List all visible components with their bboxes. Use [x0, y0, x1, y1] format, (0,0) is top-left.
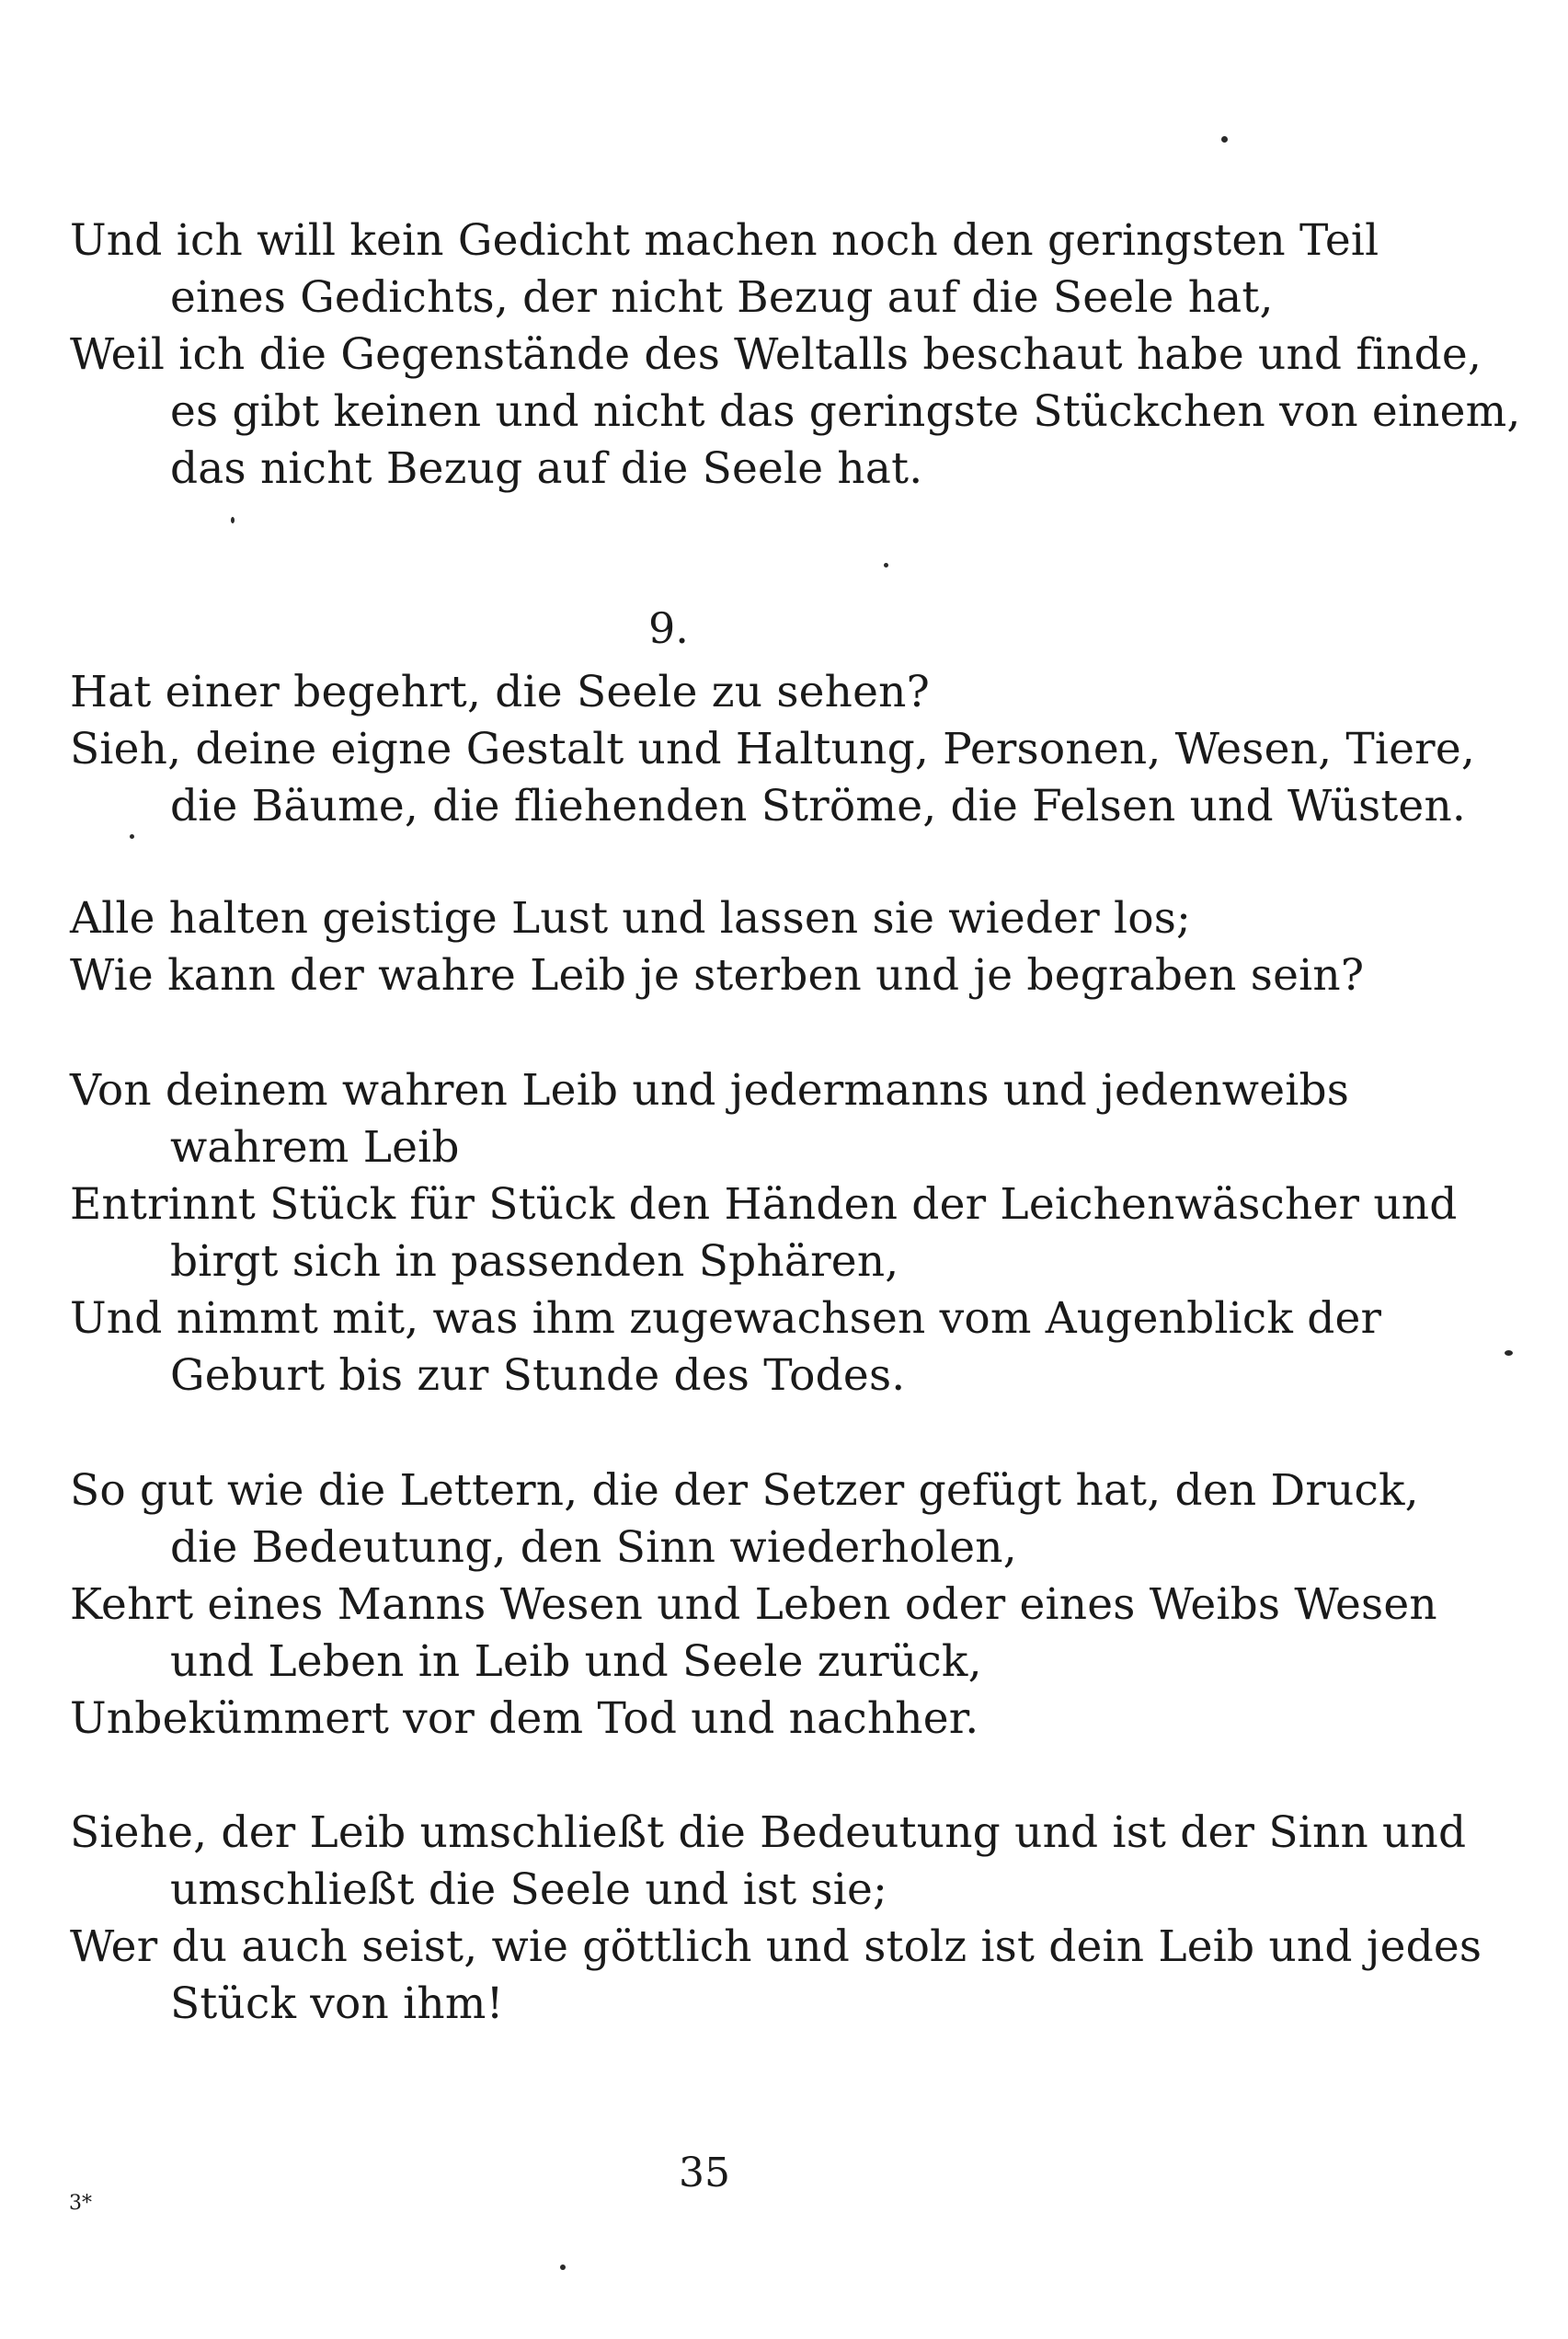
scan-speck: [130, 834, 134, 839]
poem-line: Entrinnt Stück für Stück den Händen der Leichenwäscher und: [70, 1179, 1458, 1230]
poem-line: Wer du auch seist, wie göttlich und stolz ist dein Leib und jedes: [70, 1921, 1482, 1972]
poem-line: und Leben in Leib und Seele zurück,: [170, 1636, 982, 1687]
poem-line: So gut wie die Lettern, die der Setzer gefügt hat, den Druck,: [70, 1465, 1419, 1516]
poem-line: die Bedeutung, den Sinn wiederholen,: [170, 1522, 1017, 1573]
poem-line: umschließt die Seele und ist sie;: [170, 1864, 888, 1915]
poem-line: Geburt bis zur Stunde des Todes.: [170, 1350, 906, 1401]
scan-speck: [1505, 1350, 1513, 1356]
poem-line: Alle halten geistige Lust und lassen sie wieder los;: [70, 893, 1192, 944]
scan-speck: [1221, 136, 1228, 143]
poem-line: Und ich will kein Gedicht machen noch den geringsten Teil: [70, 215, 1379, 266]
poem-line: Wie kann der wahre Leib je sterben und je begraben sein?: [70, 950, 1365, 1001]
page-number: 35: [679, 2150, 730, 2196]
poem-line: Sieh, deine eigne Gestalt und Haltung, Personen, Wesen, Tiere,: [70, 724, 1475, 774]
poem-line: wahrem Leib: [170, 1122, 460, 1173]
signature-mark: 3*: [69, 2192, 92, 2215]
poem-line: die Bäume, die fliehenden Ströme, die Felsen und Wüsten.: [170, 781, 1467, 831]
poem-line: Siehe, der Leib umschließt die Bedeutung und ist der Sinn und: [70, 1807, 1467, 1858]
poem-line: das nicht Bezug auf die Seele hat.: [170, 443, 923, 494]
poem-line: Kehrt eines Manns Wesen und Leben oder eines Weibs Wesen: [70, 1579, 1437, 1630]
poem-line: eines Gedichts, der nicht Bezug auf die Seele hat,: [170, 272, 1274, 323]
poem-line: Unbekümmert vor dem Tod und nachher.: [70, 1693, 979, 1744]
poem-line: es gibt keinen und nicht das geringste Stückchen von einem,: [170, 386, 1521, 437]
scan-speck: [231, 517, 235, 523]
scan-speck: [560, 2264, 566, 2270]
poem-line: Von deinem wahren Leib und jedermanns und jedenweibs: [70, 1065, 1350, 1116]
poem-line: Hat einer begehrt, die Seele zu sehen?: [70, 667, 931, 717]
section-number: 9.: [648, 603, 689, 653]
poem-line: birgt sich in passenden Sphären,: [170, 1236, 899, 1287]
poem-line: Stück von ihm!: [170, 1978, 504, 2029]
scan-speck: [884, 563, 888, 568]
poem-line: Weil ich die Gegenstände des Weltalls beschaut habe und finde,: [70, 329, 1482, 380]
poem-line: Und nimmt mit, was ihm zugewachsen vom Augenblick der: [70, 1293, 1382, 1344]
